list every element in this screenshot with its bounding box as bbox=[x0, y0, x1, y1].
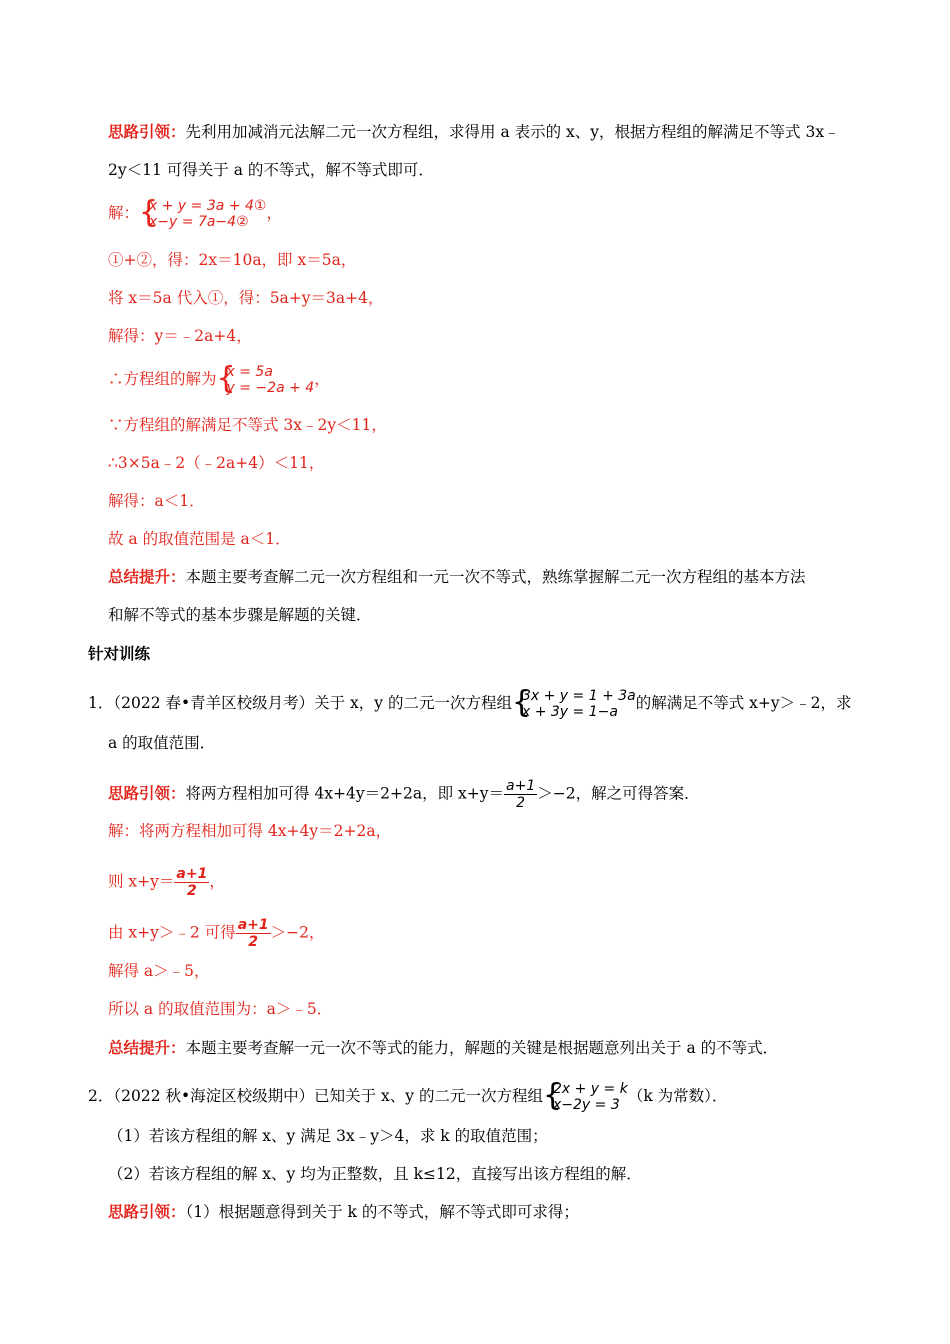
hint-line-2: 2y＜11 可得关于 a 的不等式，解不等式即可． bbox=[108, 161, 434, 179]
section-title: 针对训练 bbox=[88, 645, 151, 663]
q1-equation-2: x + 3y = 1−a bbox=[521, 704, 618, 720]
question-2-part-1: （1）若该方程组的解 x、y 满足 3x﹣y＞4，求 k 的取值范围； bbox=[108, 1127, 548, 1145]
question-1-line-2: a 的取值范围． bbox=[108, 734, 216, 752]
solution-result-line bbox=[108, 361, 330, 396]
summary-text: 本题主要考查解二元一次方程组和一元一次不等式，熟练掌握解二元一次方程组的基本方法 bbox=[185, 568, 806, 586]
solution-system: { x = 5a y = −2a + 4 bbox=[216, 361, 315, 396]
fraction-numerator: a+1 bbox=[506, 778, 536, 794]
comma: ， bbox=[209, 872, 225, 891]
step-line: ∵方程组的解满足不等式 3x﹣2y＜11， bbox=[108, 416, 387, 434]
therefore-text: ∴方程组的解为 bbox=[108, 370, 217, 388]
question-2-system: { 2x + y = k x−2y = 3 bbox=[542, 1078, 628, 1113]
q1-summary-line bbox=[108, 1038, 778, 1058]
hint-text: （1）根据题意得到关于 k 的不等式，解不等式即可求得； bbox=[185, 1203, 579, 1221]
summary-line-1 bbox=[108, 567, 806, 587]
fraction bbox=[174, 866, 209, 899]
equation-1: x + y = 3a + 4① bbox=[149, 198, 267, 214]
hint-tail: ＞−2，解之可得答案． bbox=[537, 784, 700, 803]
equation-system: { x + y = 3a + 4① x−y = 7a−4② bbox=[139, 195, 267, 230]
solution-prefix: 解： bbox=[108, 204, 140, 222]
q1-solution-line bbox=[108, 917, 324, 950]
equation-2: x−y = 7a−4② bbox=[149, 214, 249, 230]
summary-line-2: 和解不等式的基本步骤是解题的关键． bbox=[108, 606, 372, 624]
fraction-denominator: 2 bbox=[248, 934, 259, 950]
question-1-line-1 bbox=[88, 685, 852, 720]
question-2-text: 2．（2022 秋•海淀区校级期中）已知关于 x、y 的二元一次方程组 bbox=[88, 1087, 543, 1105]
solution-text: 由 x+y＞﹣2 可得 bbox=[108, 923, 236, 942]
solution-system-line bbox=[108, 195, 282, 230]
q1-solution-line: 解：将两方程相加可得 4x+4y＝2+2a， bbox=[108, 822, 392, 840]
fraction bbox=[236, 917, 271, 950]
fraction-numerator: a+1 bbox=[237, 917, 269, 933]
fraction-denominator: 2 bbox=[187, 883, 197, 899]
comma: ， bbox=[314, 370, 330, 388]
step-line: 故 a 的取值范围是 a＜1． bbox=[108, 530, 291, 548]
hint-label: 思路引领： bbox=[108, 784, 186, 803]
summary-text: 本题主要考查解一元一次不等式的能力，解题的关键是根据题意列出关于 a 的不等式． bbox=[185, 1039, 779, 1057]
q1-solution-line bbox=[108, 866, 225, 899]
question-1-condition: 的解满足不等式 x+y＞﹣2，求 bbox=[635, 694, 852, 712]
step-line: ①+②，得：2x＝10a，即 x＝5a， bbox=[108, 251, 357, 269]
hint-label: 思路引领： bbox=[108, 123, 186, 141]
question-2-suffix: （k 为常数）． bbox=[627, 1087, 728, 1105]
question-1-text: 1．（2022 春•青羊区校级月考）关于 x，y 的二元一次方程组 bbox=[88, 694, 512, 712]
fraction-numerator: a+1 bbox=[176, 866, 208, 882]
question-2-part-2: （2）若该方程组的解 x、y 均为正整数，且 k≤12，直接写出该方程组的解． bbox=[108, 1165, 642, 1183]
hint-text: 先利用加减消元法解二元一次方程组，求得用 a 表示的 x、y，根据方程组的解满足不等式 3x﹣ bbox=[185, 123, 840, 141]
comma: ， bbox=[266, 204, 282, 222]
summary-label: 总结提升： bbox=[108, 568, 186, 586]
q2-equation-1: 2x + y = k bbox=[552, 1081, 628, 1097]
step-line: 解得：a＜1． bbox=[108, 492, 205, 510]
question-1-system: { 3x + y = 1 + 3a x + 3y = 1−a bbox=[511, 685, 636, 720]
inequality-tail: ＞−2， bbox=[270, 923, 325, 942]
q1-hint-line bbox=[108, 778, 700, 811]
hint-text: 将两方程相加可得 4x+4y＝2+2a，即 x+y＝ bbox=[185, 784, 505, 803]
summary-label: 总结提升： bbox=[108, 1039, 186, 1057]
q2-equation-2: x−2y = 3 bbox=[552, 1097, 620, 1113]
step-line: 将 x＝5a 代入①，得：5a+y＝3a+4， bbox=[108, 289, 384, 307]
fraction-denominator: 2 bbox=[516, 795, 526, 811]
q1-solution-line: 解得 a＞﹣5， bbox=[108, 962, 210, 980]
solution-x: x = 5a bbox=[226, 364, 273, 380]
question-2-line-1 bbox=[88, 1078, 728, 1113]
solution-text: 则 x+y＝ bbox=[108, 872, 175, 891]
fraction bbox=[504, 778, 537, 811]
hint-line-1 bbox=[108, 122, 840, 142]
step-line: ∴3×5a﹣2（﹣2a+4）＜11， bbox=[108, 454, 325, 472]
q2-hint-line bbox=[108, 1202, 579, 1222]
step-line: 解得：y＝﹣2a+4， bbox=[108, 327, 252, 345]
q1-solution-line: 所以 a 的取值范围为：a＞﹣5． bbox=[108, 1000, 333, 1018]
solution-y: y = −2a + 4 bbox=[226, 380, 315, 396]
hint-label: 思路引领： bbox=[108, 1203, 186, 1221]
q1-equation-1: 3x + y = 1 + 3a bbox=[521, 688, 636, 704]
